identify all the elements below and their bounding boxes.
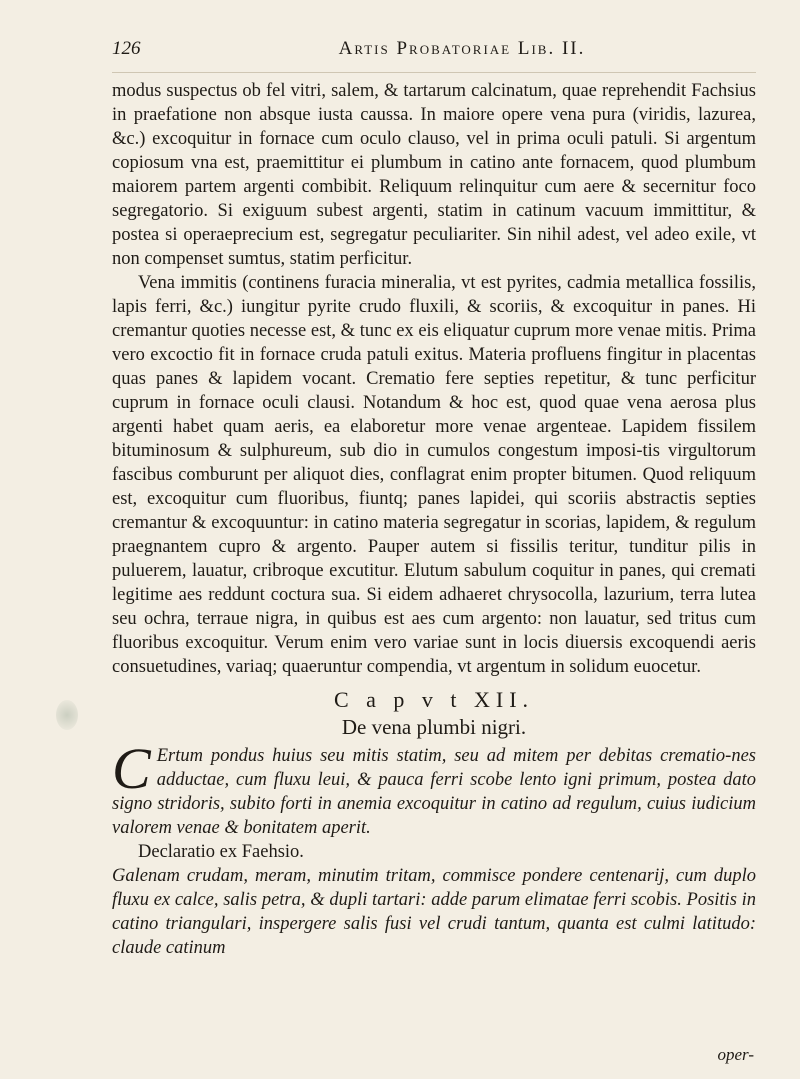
chapter-heading: C a p v t XII. xyxy=(333,687,535,712)
catchword: oper- xyxy=(717,1045,754,1064)
drop-cap: C xyxy=(112,736,151,801)
chapter-opening-text: Ertum pondus huius seu mitis statim, seu ad mitem per debitas crematio-nes adductae, cum fluxu leui, & pauca ferri scobe lento igni primum, postea dato signo stridoris, subito forti in anemia excoquitur in catino ad regulum, cuius iudicium valorem venae & bonitatem aperit. xyxy=(112,746,756,838)
body-paragraph-2: Vena immitis (continens furacia mineralia, vt est pyrites, cadmia metallica fossilis, lapis ferri, &c.) iungitur pyrite crudo fluxili, & scoriis, & excoquitur in panes. Hi cremantur quoties necesse est, & tunc ex eis eliquatur cuprum more venae mitis. Prima vero excoctio fit in fornace cruda patuli exitus. Materia profluens fingitur in placentas quas panes & lapidem vocant. Crematio fere septies repetitur, & tunc perficitur cuprum in fornace oculi clausi. Notandum & hoc est, quod quae vena aerosa plus argenti habet quam aeris, ea elaboretur more venae argenteae. Lapidem fissilem bituminosum & sulphureum, sub dio in cumulos congestum imposi-tis virgultorum fascibus comburunt per aliquot dies, conflagrat enim propter bitumen. Quod reliquum est, excoquitur cum fluoribus, fiuntq; panes lapidei, qui scoriis abstractis septies cremantur & excoquuntur: in catino materia segregatur in scorias, lapidem, & regulum praegnantem cupro & argento. Pauper autem si fissilis teritur, tunditur pilis in puluerem, lauatur, cribroque excutitur. Elutum sabulum coquitur in panes, qui cremati legitime aes reddunt coctura sua. Si eidem adhaeret chrysocolla, lazurium, terra lutea seu ochra, terraue nigra, in quibus est aes cum argento: non lauatur, sed tritus cum fluoribus excoquitur. Verum enim vero variae sunt in locis diuersis excoquendi aeris consuetudines, variaq; quaeruntur compendia, vt argentum in solidum euocetur. xyxy=(112,273,756,677)
chapter-opening-paragraph xyxy=(112,736,756,840)
running-title: Artis Probatoriae Lib. II. xyxy=(338,38,586,59)
declaratio-intro: Declaratio ex Faehsio. xyxy=(138,842,304,862)
page-number: 126 xyxy=(112,38,141,59)
body-paragraph-1: modus suspectus ob fel vitri, salem, & tartarum calcinatum, quae reprehendit Fachsius in praefatione non absque iusta caussa. In maiore opere vena pura (viridis, lazurea, &c.) excoquitur in fornace cum oculo clauso, vel in prima oculi patuli. Si argentum copiosum vna est, praemittitur ei plumbum in catino ante fornacem, quod plumbum maiorem partem argenti combibit. Reliquum relinquitur cum aere & secernitur foco segregatorio. Si exiguum subest argenti, statim in catinum vacuum immittitur, & postea si operaeprecium est, segregatur peculiariter. Sin nihil adest, vel adeo exile, vt non compenset sumtus, statim perficitur. xyxy=(112,81,756,269)
chapter-subtitle: De vena plumbi nigri. xyxy=(341,715,527,739)
page-stain xyxy=(56,700,78,730)
declaratio-text: Galenam crudam, meram, minutim tritam, commisce pondere centenarij, cum duplo fluxu ex calce, salis petra, & dupli tartari: adde parum elimatae ferri scobis. Positis in catino triangulari, inspergere salis fusi vel crudi tantum, quanta est culmi latitudo: claude catinum xyxy=(112,866,756,958)
page-header xyxy=(112,38,756,73)
